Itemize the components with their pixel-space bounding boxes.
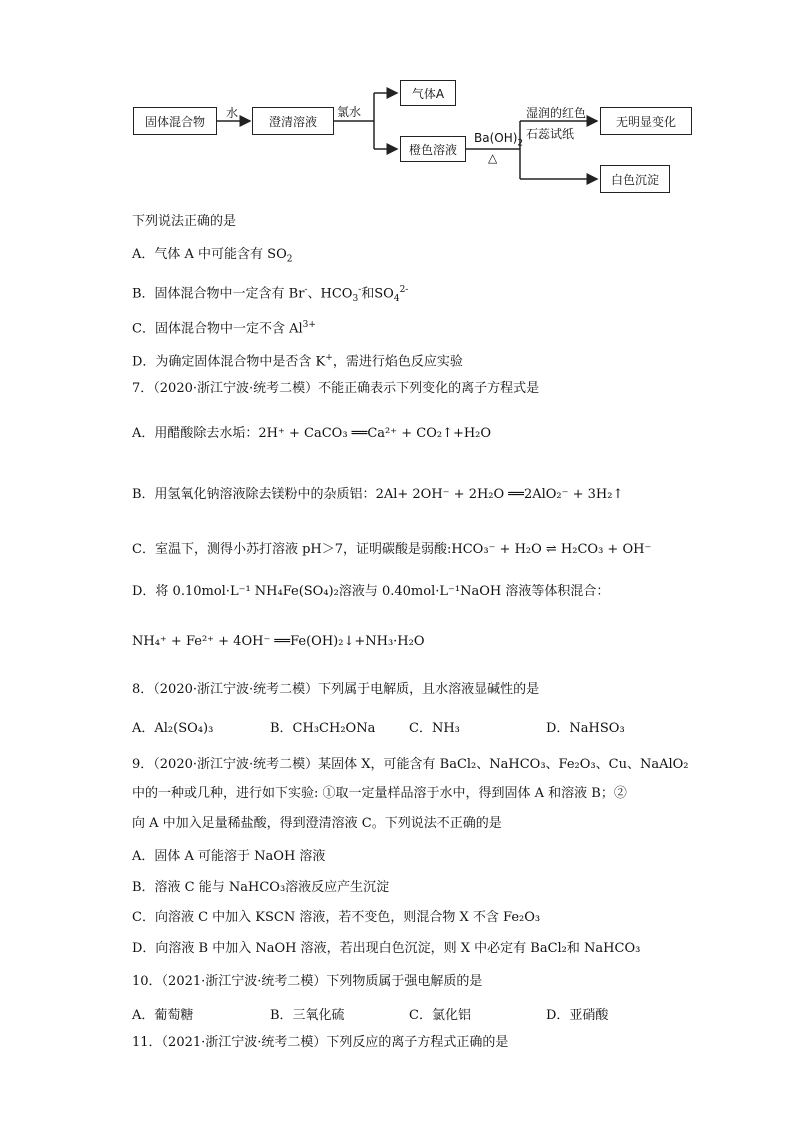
q9-option-d: D．向溶液 B 中加入 NaOH 溶液，若出现白色沉淀，则 X 中必定有 BaCl₂和 NaHCO₃: [132, 941, 641, 956]
q8-option-b: B．CH₃CH₂ONa: [270, 721, 376, 736]
box-gas-a: 气体A: [400, 80, 456, 106]
q6-option-d: D．为确定固体混合物中是否含 K+，需进行焰色反应实验: [132, 353, 463, 370]
label-water: 水: [226, 106, 239, 120]
box-clear-solution: 澄清溶液: [252, 107, 334, 135]
q6-option-c: C．固体混合物中一定不含 $Al^{3+}$: [132, 320, 316, 337]
q7-stem: 7．（2020·浙江宁波·统考二模）不能正确表示下列变化的离子方程式是: [132, 381, 540, 396]
q10-stem: 10．（2021·浙江宁波·统考二模）下列物质属于强电解质的是: [132, 974, 483, 989]
q6-option-a: A．气体 A 中可能含有 $SO_2$: [132, 247, 293, 265]
q9-option-b: B．溶液 C 能与 NaHCO₃溶液反应产生沉淀: [132, 880, 390, 895]
q8-option-d: D．NaHSO₃: [546, 721, 625, 736]
label-chlorine-water: 氯水: [337, 105, 362, 119]
box-no-change: 无明显变化: [600, 107, 692, 135]
flowchart: [0, 0, 794, 200]
label-heat: △: [488, 151, 498, 165]
box-orange-solution: 橙色溶液: [400, 136, 466, 162]
box-white-precipitate: 白色沉淀: [600, 165, 670, 193]
q11-stem: 11．（2021·浙江宁波·统考二模）下列反应的离子方程式正确的是: [132, 1035, 509, 1050]
box-solid-mixture: 固体混合物: [133, 107, 217, 135]
q10-option-d: D．亚硝酸: [546, 1008, 609, 1023]
label-litmus-1: 湿润的红色: [526, 106, 587, 120]
q9-stem-line2: 中的一种或几种，进行如下实验: ①取一定量样品溶于水中，得到固体 A 和溶液 B；②: [132, 786, 627, 801]
q10-option-b: B．三氧化硫: [270, 1008, 345, 1023]
q10-option-a: A．葡萄糖: [132, 1008, 194, 1023]
q9-stem-line3: 向 A 中加入足量稀盐酸，得到澄清溶液 C。下列说法不正确的是: [132, 816, 502, 831]
q7-option-d-equation: NH₄⁺ + Fe²⁺ + 4OH⁻ ══Fe(OH)₂↓+NH₃·H₂O: [132, 634, 425, 649]
q9-option-c: C．向溶液 C 中加入 KSCN 溶液，若不变色，则混合物 X 不含 Fe₂O₃: [132, 910, 541, 925]
q7-option-b: B．用氢氧化钠溶液除去镁粉中的杂质铝：2Al+ 2OH⁻ + 2H₂O ══2AlO₂⁻ + 3H₂↑: [132, 487, 624, 502]
q8-option-c: C．NH₃: [409, 721, 460, 736]
q9-option-a: A．固体 A 可能溶于 NaOH 溶液: [132, 849, 326, 864]
flowchart-arrows: [0, 0, 794, 200]
label-baoh2: $Ba(OH)_2$: [474, 131, 524, 149]
q9-stem-line1: 9．（2020·浙江宁波·统考二模）某固体 X，可能含有 BaCl₂、NaHCO₃、Fe₂O₃、Cu、NaAlO₂: [132, 757, 689, 772]
q7-option-c: C．室温下，测得小苏打溶液 pH＞7，证明碳酸是弱酸:HCO₃⁻ + H₂O ⇌ H₂CO₃ + OH⁻: [132, 542, 652, 557]
q7-option-d: D．将 0.10mol·L⁻¹ NH₄Fe(SO₄)₂溶液与 0.40mol·L⁻¹NaOH 溶液等体积混合：: [132, 584, 610, 599]
q6-stem: 下列说法正确的是: [132, 214, 237, 229]
label-litmus-2: 石蕊试纸: [526, 127, 575, 141]
q8-option-a: A．Al₂(SO₄)₃: [132, 721, 214, 736]
q8-stem: 8．（2020·浙江宁波·统考二模）下列属于电解质，且水溶液显碱性的是: [132, 682, 540, 697]
q6-option-b: B．固体混合物中一定含有 Br-、$HCO_3^-$和$SO_4^{2-}$: [132, 285, 409, 304]
q10-option-c: C．氯化铝: [409, 1008, 471, 1023]
q7-option-a: A．用醋酸除去水垢：2H⁺ + CaCO₃ ══Ca²⁺ + CO₂↑+H₂O: [132, 426, 492, 441]
